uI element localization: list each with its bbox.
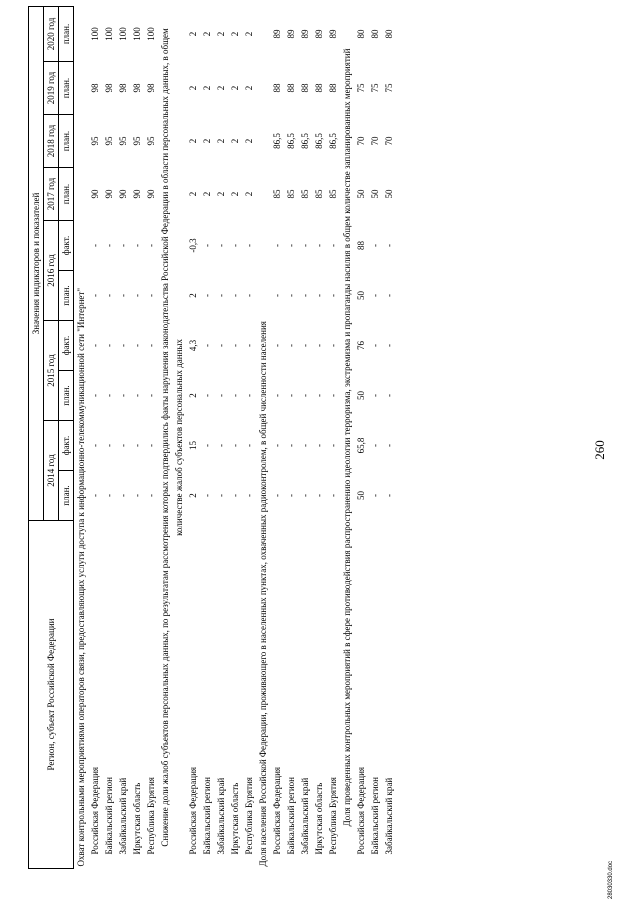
- value-cell: -: [90, 294, 100, 297]
- value-cell: 88: [314, 83, 324, 93]
- value-cell: 86,5: [300, 133, 310, 149]
- value-cell: 2: [216, 138, 226, 144]
- sub-header: факт.: [59, 421, 74, 471]
- value-cell: -: [370, 444, 380, 447]
- value-cell: 2: [202, 191, 212, 197]
- value-cell: -: [104, 444, 114, 447]
- value-cell: 98: [104, 83, 114, 93]
- value-cell: 2: [202, 138, 212, 144]
- value-cell: 2: [230, 191, 240, 197]
- value-cell: 100: [132, 27, 142, 41]
- value-cell: -: [118, 294, 128, 297]
- value-cell: 2: [188, 31, 198, 37]
- table-row: [214, 6, 228, 868]
- value-cell: -: [384, 494, 394, 497]
- value-cell: 98: [118, 83, 128, 93]
- value-cell: 95: [132, 136, 142, 146]
- region-cell: Российская Федерация: [272, 766, 282, 855]
- value-cell: 98: [132, 83, 142, 93]
- value-cell: -: [202, 294, 212, 297]
- value-cell: 2: [230, 85, 240, 91]
- section-title-row: [340, 6, 354, 868]
- value-cell: 98: [146, 83, 156, 93]
- table-row: [368, 6, 382, 868]
- value-cell: 76: [356, 341, 366, 350]
- value-cell: -: [118, 344, 128, 347]
- value-cell: -: [370, 344, 380, 347]
- value-cell: -: [300, 294, 310, 297]
- value-cell: -: [370, 394, 380, 397]
- value-cell: -: [118, 244, 128, 247]
- value-cell: -: [90, 444, 100, 447]
- value-cell: -: [118, 394, 128, 397]
- value-cell: 2: [230, 31, 240, 37]
- value-cell: 95: [104, 136, 114, 146]
- value-cell: -: [230, 344, 240, 347]
- sub-header: факт.: [59, 221, 74, 271]
- value-cell: -: [244, 344, 254, 347]
- sub-header: план.: [59, 6, 74, 61]
- value-cell: 70: [384, 136, 394, 146]
- value-cell: -: [300, 394, 310, 397]
- sub-header: план.: [59, 471, 74, 521]
- table-row: [354, 6, 368, 868]
- value-cell: -: [132, 244, 142, 247]
- value-cell: -: [286, 294, 296, 297]
- value-cell: -: [104, 294, 114, 297]
- value-cell: -: [328, 394, 338, 397]
- value-cell: 75: [356, 83, 366, 93]
- value-cell: -: [244, 294, 254, 297]
- value-cell: -: [300, 444, 310, 447]
- year-header: 2015 год: [44, 321, 59, 421]
- region-cell: Иркутская область: [132, 782, 142, 855]
- value-cell: -: [230, 394, 240, 397]
- value-cell: 50: [356, 491, 366, 500]
- value-cell: 65,8: [356, 437, 366, 454]
- value-cell: -: [146, 444, 156, 447]
- value-cell: -: [216, 444, 226, 447]
- region-cell: Иркутская область: [314, 782, 324, 855]
- value-cell: -: [328, 294, 338, 297]
- value-cell: 85: [314, 189, 324, 199]
- value-cell: -: [244, 244, 254, 247]
- table-row: [116, 6, 130, 868]
- value-cell: -: [314, 344, 324, 347]
- value-cell: -: [328, 494, 338, 497]
- value-cell: -: [384, 294, 394, 297]
- section-title: Доля проведенных контрольных мероприятий в сфере противодействия распространению идеологии терроризма, экстремизма и пропаганды насилия в общем количестве запланированных мероприятий: [342, 48, 352, 827]
- section-title-row: [158, 6, 186, 868]
- region-cell: Забайкальский край: [300, 777, 310, 855]
- value-cell: 2: [188, 493, 198, 498]
- value-cell: -: [90, 244, 100, 247]
- value-cell: 70: [356, 136, 366, 146]
- value-cell: -: [132, 494, 142, 497]
- year-header: 2014 год: [44, 421, 59, 521]
- value-cell: 50: [370, 189, 380, 199]
- value-cell: -: [104, 494, 114, 497]
- value-cell: -: [370, 244, 380, 247]
- value-cell: 89: [300, 29, 310, 39]
- table-row: [200, 6, 214, 868]
- region-cell: Байкальский регион: [286, 777, 296, 855]
- value-cell: -: [244, 494, 254, 497]
- table-row: [284, 6, 298, 868]
- value-cell: -: [132, 394, 142, 397]
- value-cell: -: [202, 494, 212, 497]
- section-title-row: [256, 6, 270, 868]
- sub-header: факт.: [59, 321, 74, 371]
- value-cell: 86,5: [328, 133, 338, 149]
- value-cell: 15: [188, 441, 198, 450]
- value-cell: -: [384, 444, 394, 447]
- value-cell: 75: [384, 83, 394, 93]
- sub-header: план.: [59, 62, 74, 115]
- value-cell: -: [216, 294, 226, 297]
- table-row: [144, 6, 158, 868]
- region-cell: Российская Федерация: [90, 766, 100, 855]
- value-cell: -: [202, 394, 212, 397]
- year-header: 2017 год: [44, 168, 59, 221]
- value-cell: 90: [132, 189, 142, 199]
- value-cell: -: [244, 444, 254, 447]
- region-cell: Российская Федерация: [356, 766, 366, 855]
- value-cell: -: [146, 394, 156, 397]
- value-cell: 2: [202, 31, 212, 37]
- value-cell: 2: [188, 85, 198, 91]
- value-cell: -: [202, 444, 212, 447]
- value-cell: -: [384, 344, 394, 347]
- value-cell: -: [230, 294, 240, 297]
- region-column-header: Регион, субъект Российской Федерации: [29, 521, 74, 869]
- value-cell: -: [286, 444, 296, 447]
- table-row: [382, 6, 396, 868]
- sub-header: план.: [59, 168, 74, 221]
- document-code: 28030330.doc: [608, 860, 614, 899]
- value-cell: 2: [216, 85, 226, 91]
- value-cell: -: [328, 444, 338, 447]
- value-cell: -: [314, 444, 324, 447]
- value-cell: 85: [328, 189, 338, 199]
- value-cell: 100: [118, 27, 128, 41]
- value-cell: 90: [118, 189, 128, 199]
- value-cell: -: [202, 244, 212, 247]
- value-cell: 50: [356, 391, 366, 400]
- value-cell: -: [286, 394, 296, 397]
- value-cell: -: [272, 494, 282, 497]
- values-title: Значения индикаторов и показателей: [29, 6, 44, 520]
- value-cell: -: [216, 394, 226, 397]
- value-cell: -: [300, 244, 310, 247]
- value-cell: -: [328, 344, 338, 347]
- table-row: [228, 6, 242, 868]
- value-cell: 50: [356, 291, 366, 300]
- region-cell: Забайкальский край: [118, 777, 128, 855]
- year-header: 2018 год: [44, 115, 59, 168]
- value-cell: 90: [146, 189, 156, 199]
- value-cell: -: [230, 244, 240, 247]
- value-cell: 88: [272, 83, 282, 93]
- value-cell: 2: [188, 138, 198, 144]
- value-cell: -: [118, 494, 128, 497]
- sub-header: план.: [59, 115, 74, 168]
- value-cell: -: [272, 344, 282, 347]
- region-cell: Республика Бурятия: [244, 777, 254, 855]
- value-cell: 80: [356, 29, 366, 39]
- value-cell: -: [104, 344, 114, 347]
- value-cell: 100: [104, 27, 114, 41]
- region-cell: Республика Бурятия: [146, 777, 156, 855]
- value-cell: 95: [90, 136, 100, 146]
- value-cell: -: [370, 294, 380, 297]
- value-cell: -: [132, 344, 142, 347]
- page-number: 260: [592, 440, 607, 460]
- value-cell: -: [328, 244, 338, 247]
- value-cell: 85: [286, 189, 296, 199]
- value-cell: 2: [188, 393, 198, 398]
- value-cell: -: [384, 394, 394, 397]
- value-cell: 2: [188, 191, 198, 197]
- table-row: [130, 6, 144, 868]
- sub-header: план.: [59, 271, 74, 321]
- value-cell: 89: [328, 29, 338, 39]
- value-cell: 86,5: [314, 133, 324, 149]
- value-cell: -: [272, 444, 282, 447]
- value-cell: 100: [90, 27, 100, 41]
- indicators-table: [28, 6, 396, 869]
- year-header: 2019 год: [44, 62, 59, 115]
- value-cell: -: [272, 394, 282, 397]
- year-header: 2016 год: [44, 221, 59, 321]
- table-row: [270, 6, 284, 868]
- section-title: Снижение доли жалоб субъектов персональных данных, по результатам рассмотрения которых подтвердились факты нарушения законодательства Российской Федерации в области персональных данных, в общем количестве жалоб субъектов персональных данных: [160, 28, 184, 847]
- value-cell: 2: [202, 85, 212, 91]
- value-cell: 50: [356, 189, 366, 199]
- value-cell: 2: [244, 138, 254, 144]
- region-cell: Байкальский регион: [370, 777, 380, 855]
- value-cell: 90: [90, 189, 100, 199]
- value-cell: -: [132, 294, 142, 297]
- section-title-row: [74, 6, 89, 868]
- value-cell: 2: [244, 191, 254, 197]
- value-cell: 88: [286, 83, 296, 93]
- table-row: [312, 6, 326, 868]
- value-cell: -: [216, 344, 226, 347]
- region-cell: Байкальский регион: [202, 777, 212, 855]
- value-cell: -: [286, 244, 296, 247]
- table-body: [74, 6, 397, 868]
- value-cell: -: [314, 294, 324, 297]
- value-cell: 85: [272, 189, 282, 199]
- table-row: [88, 6, 102, 868]
- value-cell: -: [146, 294, 156, 297]
- table-row: [242, 6, 256, 868]
- value-cell: -: [272, 244, 282, 247]
- value-cell: 98: [90, 83, 100, 93]
- value-cell: -: [300, 494, 310, 497]
- value-cell: 80: [370, 29, 380, 39]
- table-header: [29, 6, 74, 868]
- value-cell: -: [286, 494, 296, 497]
- value-cell: -: [146, 494, 156, 497]
- value-cell: 88: [356, 241, 366, 250]
- value-cell: -: [146, 244, 156, 247]
- value-cell: 2: [216, 191, 226, 197]
- sub-header: план.: [59, 371, 74, 421]
- value-cell: -: [90, 394, 100, 397]
- value-cell: -: [244, 394, 254, 397]
- table-row: [186, 6, 200, 868]
- value-cell: -0,3: [188, 238, 198, 253]
- value-cell: 50: [384, 189, 394, 199]
- value-cell: -: [216, 244, 226, 247]
- year-header: 2020 год: [44, 6, 59, 61]
- value-cell: 88: [300, 83, 310, 93]
- value-cell: -: [132, 444, 142, 447]
- value-cell: 2: [230, 138, 240, 144]
- value-cell: -: [146, 344, 156, 347]
- value-cell: 89: [286, 29, 296, 39]
- region-cell: Республика Бурятия: [328, 777, 338, 855]
- value-cell: -: [384, 244, 394, 247]
- value-cell: -: [286, 344, 296, 347]
- region-cell: Забайкальский край: [216, 777, 226, 855]
- value-cell: 95: [118, 136, 128, 146]
- region-cell: Байкальский регион: [104, 777, 114, 855]
- value-cell: 80: [384, 29, 394, 39]
- value-cell: -: [104, 394, 114, 397]
- value-cell: 89: [272, 29, 282, 39]
- value-cell: -: [370, 494, 380, 497]
- table-row: [298, 6, 312, 868]
- section-title: Охват контрольными мероприятиями операторов связи, предоставляющих услуги доступа к информационно-телекоммуникационной сети "Интернет": [74, 6, 89, 868]
- value-cell: -: [314, 494, 324, 497]
- value-cell: -: [314, 244, 324, 247]
- value-cell: 2: [244, 85, 254, 91]
- value-cell: -: [230, 494, 240, 497]
- region-cell: Иркутская область: [230, 782, 240, 855]
- value-cell: 86,5: [286, 133, 296, 149]
- table-row: [102, 6, 116, 868]
- table-row: [326, 6, 340, 868]
- value-cell: 86,5: [272, 133, 282, 149]
- region-cell: Российская Федерация: [188, 766, 198, 855]
- value-cell: 2: [216, 31, 226, 37]
- value-cell: -: [314, 394, 324, 397]
- value-cell: -: [230, 444, 240, 447]
- value-cell: -: [104, 244, 114, 247]
- section-title: Доля населения Российской Федерации, проживающего в населенных пунктах, охваченных радиоконтролем, в общей численности населения: [258, 321, 268, 867]
- value-cell: -: [118, 444, 128, 447]
- value-cell: 100: [146, 27, 156, 41]
- value-cell: 88: [328, 83, 338, 93]
- value-cell: -: [216, 494, 226, 497]
- value-cell: -: [272, 294, 282, 297]
- value-cell: -: [90, 344, 100, 347]
- value-cell: 75: [370, 83, 380, 93]
- value-cell: 70: [370, 136, 380, 146]
- value-cell: 2: [244, 31, 254, 37]
- value-cell: -: [300, 344, 310, 347]
- value-cell: 4,3: [188, 339, 198, 352]
- value-cell: 90: [104, 189, 114, 199]
- value-cell: 89: [314, 29, 324, 39]
- value-cell: -: [90, 494, 100, 497]
- value-cell: -: [202, 344, 212, 347]
- value-cell: 85: [300, 189, 310, 199]
- value-cell: 95: [146, 136, 156, 146]
- region-cell: Забайкальский край: [384, 777, 394, 855]
- value-cell: 2: [188, 293, 198, 298]
